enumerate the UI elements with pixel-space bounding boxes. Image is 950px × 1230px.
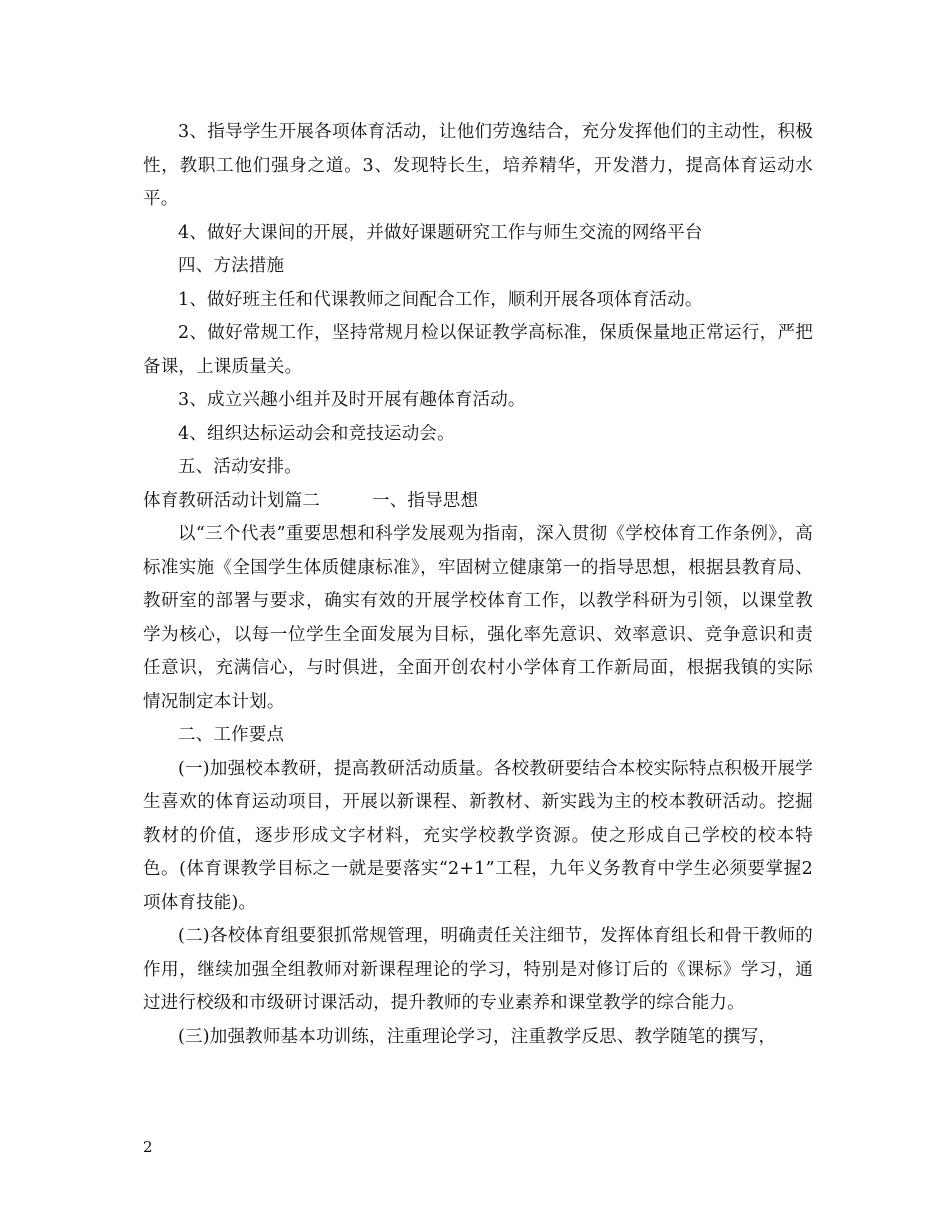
section-heading-5: 五、活动安排。 — [178, 457, 302, 477]
paragraph-4: 1、做好班主任和代课教师之间配合工作，顺利开展各项体育活动。 — [178, 289, 703, 310]
page-number: 2 — [143, 1138, 153, 1156]
paragraph-6: 3、成立兴趣小组并及时开展有趣体育活动。 — [178, 390, 526, 410]
part-two-title-line — [143, 485, 813, 519]
part-two-title: 体育教研活动计划篇二 — [143, 490, 320, 511]
paragraph-point-2: (二)各校体育组要狠抓常规管理，明确责任关注细节，发挥体育组长和骨干教师的作用，继续加强全组教师对新课程理论的学习，特别是对修订后的《课标》学习，通过进行校级和市级研讨课活动，提升教师的专业素养和课堂教学的综合能力。 — [143, 926, 813, 1013]
paragraph-5: 2、做好常规工作，坚持常规月检以保证教学高标准，保质保量地正常运行，严把备课，上课质量关。 — [143, 323, 813, 377]
paragraph-guiding-thought: 以“三个代表”重要思想和科学发展观为指南，深入贯彻《学校体育工作条例》，高标准实施《全国学生体质健康标准》，牢固树立健康第一的指导思想，根据县教育局、教研室的部署与要求，确实有效的开展学校体育工作，以教学科研为引领，以课堂教学为核心，以每一位学生全面发展为目标，强化率先意识、效率意识、竞争意识和责任意识，充满信心，与时俱进，全面开创农村小学体育工作新局面，根据我镇的实际情况制定本计划。 — [143, 524, 813, 712]
paragraph-point-3: (三)加强教师基本功训练，注重理论学习，注重教学反思、教学随笔的撰写， — [178, 1026, 777, 1047]
section-heading-2: 二、工作要点 — [178, 725, 285, 745]
document-body — [143, 116, 813, 1054]
paragraph-2: 4、做好大课间的开展，并做好课题研究工作与师生交流的网络平台 — [178, 222, 703, 243]
paragraph-1: 3、指导学生开展各项体育活动，让他们劳逸结合，充分发挥他们的主动性，积极性，教职工他们强身之道。3、发现特长生，培养精华，开发潜力，提高体育运动水平。 — [143, 122, 813, 209]
section-heading-4: 四、方法措施 — [178, 256, 285, 276]
paragraph-7: 4、组织达标运动会和竞技运动会。 — [178, 423, 455, 444]
section-heading-1: 一、指导思想 — [372, 490, 479, 511]
paragraph-point-1: (一)加强校本教研，提高教研活动质量。各校教研要结合本校实际特点积极开展学生喜欢的体育运动项目，开展以新课程、新教材、新实践为主的校本教研活动。挖掘教材的价值，逐步形成文字材料，充实学校教学资源。使之形成自己学校的校本特色。(体育课教学目标之一就是要落实“2+1”工程，九年义务教育中学生必须要掌握2项体育技能)。 — [143, 758, 813, 913]
